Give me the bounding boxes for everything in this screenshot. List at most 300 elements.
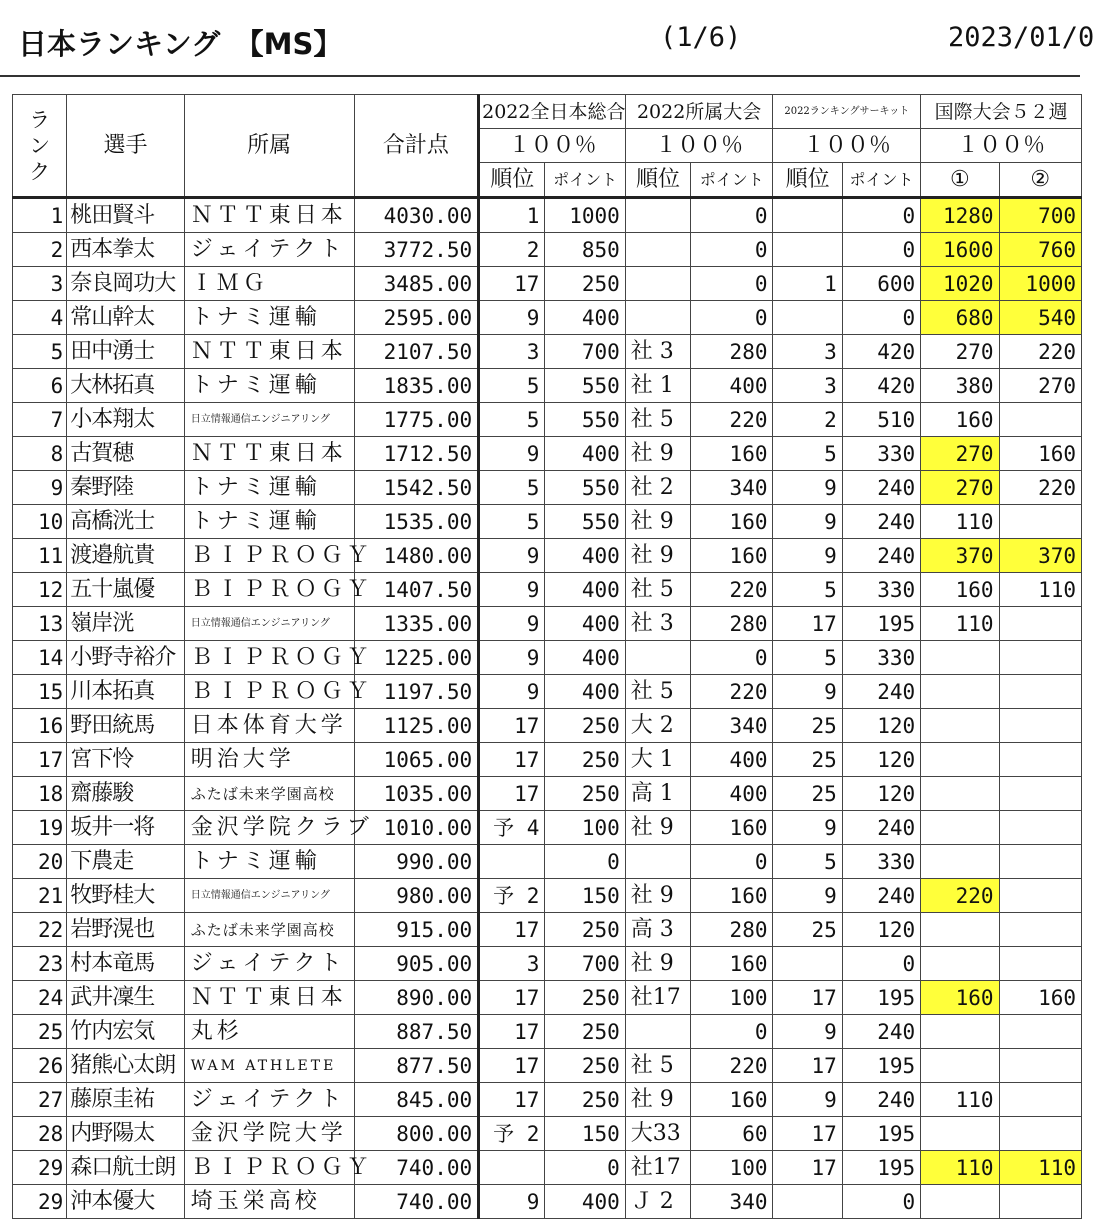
cell-rank: 18 — [13, 777, 67, 811]
header-percent-1: １００％ — [479, 129, 626, 163]
cell-all-japan-order: 9 — [479, 437, 545, 471]
cell-all-japan-points: 250 — [545, 1015, 625, 1049]
cell-international-1: 680 — [921, 301, 999, 335]
cell-circuit-points: 195 — [842, 607, 920, 641]
cell-total-points: 1010.00 — [354, 811, 479, 845]
table-row — [13, 539, 1082, 573]
cell-all-japan-points: 250 — [545, 777, 625, 811]
cell-all-japan-order: 17 — [479, 1049, 545, 1083]
cell-affiliation-event-points: 220 — [691, 675, 773, 709]
cell-rank: 7 — [13, 403, 67, 437]
cell-total-points: 1480.00 — [354, 539, 479, 573]
cell-player-name: 野田統馬 — [67, 709, 185, 743]
cell-all-japan-points: 250 — [545, 709, 625, 743]
cell-circuit-order: 25 — [773, 913, 842, 947]
cell-affiliation-event-points: 280 — [691, 335, 773, 369]
cell-international-1 — [921, 913, 999, 947]
cell-rank: 1 — [13, 198, 67, 233]
cell-international-1: 370 — [921, 539, 999, 573]
cell-circuit-points: 240 — [842, 539, 920, 573]
cell-all-japan-points: 250 — [545, 1049, 625, 1083]
cell-affiliation-event-order: 社 9 — [625, 539, 690, 573]
cell-affiliation-event-order: 大 2 — [625, 709, 690, 743]
cell-affiliation-event-points: 400 — [691, 369, 773, 403]
cell-affiliation: トナミ運輸 — [184, 369, 354, 403]
cell-affiliation: ＮＴＴ東日本 — [184, 198, 354, 233]
cell-total-points: 1065.00 — [354, 743, 479, 777]
cell-all-japan-points: 400 — [545, 641, 625, 675]
cell-affiliation-event-order: 社17 — [625, 981, 690, 1015]
cell-affiliation-event-points: 160 — [691, 505, 773, 539]
cell-rank: 11 — [13, 539, 67, 573]
cell-affiliation: ＮＴＴ東日本 — [184, 335, 354, 369]
cell-circuit-order: 9 — [773, 1015, 842, 1049]
cell-international-1: 160 — [921, 403, 999, 437]
cell-total-points: 877.50 — [354, 1049, 479, 1083]
cell-affiliation-event-points: 340 — [691, 1185, 773, 1219]
cell-rank: 29 — [13, 1185, 67, 1219]
cell-circuit-points: 330 — [842, 573, 920, 607]
cell-rank: 10 — [13, 505, 67, 539]
cell-total-points: 980.00 — [354, 879, 479, 913]
cell-international-2: 220 — [999, 471, 1081, 505]
cell-affiliation: ＢＩＰＲＯＧＹ — [184, 641, 354, 675]
cell-international-1: 160 — [921, 573, 999, 607]
cell-player-name: 秦野陸 — [67, 471, 185, 505]
header-percent-2: １００％ — [625, 129, 773, 163]
cell-all-japan-points: 150 — [545, 1117, 625, 1151]
cell-international-1: 270 — [921, 335, 999, 369]
cell-international-2 — [999, 607, 1081, 641]
cell-international-1: 110 — [921, 1083, 999, 1117]
cell-rank: 9 — [13, 471, 67, 505]
cell-total-points: 1535.00 — [354, 505, 479, 539]
header-points-3: ポイント — [842, 163, 920, 198]
cell-circuit-points: 195 — [842, 1151, 920, 1185]
cell-player-name: 沖本優大 — [67, 1185, 185, 1219]
cell-affiliation-event-order: 社 1 — [625, 369, 690, 403]
cell-affiliation: ふたば未来学園高校 — [184, 777, 354, 811]
cell-affiliation-event-order: 高 1 — [625, 777, 690, 811]
cell-all-japan-order: 17 — [479, 709, 545, 743]
cell-affiliation: 日本体育大学 — [184, 709, 354, 743]
header-player: 選手 — [67, 95, 185, 198]
cell-all-japan-order: 1 — [479, 198, 545, 233]
cell-international-2: 700 — [999, 198, 1081, 233]
cell-total-points: 890.00 — [354, 981, 479, 1015]
cell-rank: 19 — [13, 811, 67, 845]
cell-affiliation-event-order: 社 5 — [625, 403, 690, 437]
header-order-3: 順位 — [773, 163, 842, 198]
header-event-affiliation: 2022所属大会 — [625, 95, 773, 129]
cell-international-2 — [999, 879, 1081, 913]
table-header — [13, 95, 1082, 198]
cell-affiliation: WAM ATHLETE — [184, 1049, 354, 1083]
cell-player-name: 田中湧士 — [67, 335, 185, 369]
header-event-international: 国際大会５２週 — [921, 95, 1082, 129]
cell-circuit-points: 240 — [842, 1083, 920, 1117]
cell-circuit-order: 17 — [773, 1117, 842, 1151]
cell-total-points: 1712.50 — [354, 437, 479, 471]
cell-rank: 21 — [13, 879, 67, 913]
cell-international-2 — [999, 1015, 1081, 1049]
cell-affiliation-event-points: 0 — [691, 233, 773, 267]
cell-player-name: 小野寺裕介 — [67, 641, 185, 675]
cell-all-japan-points: 550 — [545, 471, 625, 505]
cell-rank: 16 — [13, 709, 67, 743]
cell-affiliation: 日立情報通信エンジニアリング — [184, 607, 354, 641]
table-row — [13, 607, 1082, 641]
cell-total-points: 1035.00 — [354, 777, 479, 811]
cell-player-name: 猪熊心太朗 — [67, 1049, 185, 1083]
cell-all-japan-points: 850 — [545, 233, 625, 267]
cell-affiliation: ＩＭＧ — [184, 267, 354, 301]
cell-affiliation: ＮＴＴ東日本 — [184, 437, 354, 471]
cell-affiliation-event-points: 160 — [691, 879, 773, 913]
cell-affiliation-event-order — [625, 233, 690, 267]
cell-international-2: 110 — [999, 573, 1081, 607]
cell-all-japan-points: 250 — [545, 913, 625, 947]
cell-affiliation-event-points: 0 — [691, 198, 773, 233]
cell-affiliation-event-order: 社 5 — [625, 675, 690, 709]
cell-international-1: 270 — [921, 437, 999, 471]
cell-international-1: 220 — [921, 879, 999, 913]
cell-affiliation-event-points: 100 — [691, 1151, 773, 1185]
header-rank — [13, 95, 67, 198]
cell-circuit-points: 195 — [842, 981, 920, 1015]
cell-all-japan-order: 9 — [479, 607, 545, 641]
cell-circuit-points: 330 — [842, 641, 920, 675]
cell-affiliation-event-order — [625, 845, 690, 879]
cell-all-japan-order: 5 — [479, 471, 545, 505]
cell-circuit-order: 17 — [773, 1151, 842, 1185]
cell-total-points: 990.00 — [354, 845, 479, 879]
cell-affiliation: 日立情報通信エンジニアリング — [184, 879, 354, 913]
cell-international-2: 370 — [999, 539, 1081, 573]
cell-all-japan-order: 予 4 — [479, 811, 545, 845]
cell-international-2 — [999, 675, 1081, 709]
cell-rank: 20 — [13, 845, 67, 879]
cell-circuit-points: 330 — [842, 845, 920, 879]
table-row — [13, 198, 1082, 233]
cell-circuit-order: 5 — [773, 573, 842, 607]
cell-circuit-order: 5 — [773, 845, 842, 879]
header-intl-1: ① — [921, 163, 999, 198]
cell-affiliation: トナミ運輸 — [184, 505, 354, 539]
cell-affiliation-event-points: 0 — [691, 1015, 773, 1049]
cell-international-2: 540 — [999, 301, 1081, 335]
cell-circuit-order: 9 — [773, 811, 842, 845]
cell-player-name: 竹内宏気 — [67, 1015, 185, 1049]
cell-international-1: 1600 — [921, 233, 999, 267]
cell-affiliation: トナミ運輸 — [184, 471, 354, 505]
cell-affiliation-event-points: 280 — [691, 913, 773, 947]
cell-affiliation: トナミ運輸 — [184, 301, 354, 335]
cell-circuit-points: 330 — [842, 437, 920, 471]
cell-circuit-order: 9 — [773, 1083, 842, 1117]
cell-affiliation-event-order: Ｊ 2 — [625, 1185, 690, 1219]
cell-international-2: 270 — [999, 369, 1081, 403]
table-row — [13, 267, 1082, 301]
cell-total-points: 3485.00 — [354, 267, 479, 301]
cell-international-2 — [999, 777, 1081, 811]
cell-international-2 — [999, 947, 1081, 981]
cell-international-2: 160 — [999, 981, 1081, 1015]
cell-circuit-points: 0 — [842, 947, 920, 981]
cell-international-1 — [921, 777, 999, 811]
cell-rank: 22 — [13, 913, 67, 947]
cell-international-1 — [921, 641, 999, 675]
cell-total-points: 2595.00 — [354, 301, 479, 335]
header-points-1: ポイント — [545, 163, 625, 198]
cell-affiliation-event-points: 280 — [691, 607, 773, 641]
cell-total-points: 1542.50 — [354, 471, 479, 505]
cell-all-japan-points: 550 — [545, 505, 625, 539]
cell-international-2: 160 — [999, 437, 1081, 471]
cell-all-japan-order: 17 — [479, 913, 545, 947]
header-percent-3: １００％ — [773, 129, 921, 163]
header-divider — [0, 75, 1080, 77]
cell-all-japan-points: 400 — [545, 301, 625, 335]
cell-affiliation-event-order: 大33 — [625, 1117, 690, 1151]
cell-all-japan-order — [479, 1151, 545, 1185]
cell-all-japan-points: 0 — [545, 1151, 625, 1185]
cell-circuit-points: 195 — [842, 1117, 920, 1151]
cell-rank: 5 — [13, 335, 67, 369]
cell-international-1: 1280 — [921, 198, 999, 233]
cell-circuit-points: 240 — [842, 471, 920, 505]
cell-affiliation-event-points: 0 — [691, 267, 773, 301]
cell-all-japan-order: 9 — [479, 539, 545, 573]
cell-total-points: 1335.00 — [354, 607, 479, 641]
cell-affiliation: 金沢学院クラブ — [184, 811, 354, 845]
cell-player-name: 小本翔太 — [67, 403, 185, 437]
cell-total-points: 1407.50 — [354, 573, 479, 607]
header-event-circuit: 2022ランキングサーキット — [773, 95, 921, 129]
table-row — [13, 675, 1082, 709]
cell-circuit-order: 9 — [773, 675, 842, 709]
cell-international-1 — [921, 1185, 999, 1219]
cell-total-points: 887.50 — [354, 1015, 479, 1049]
cell-affiliation: ジェイテクト — [184, 1083, 354, 1117]
cell-circuit-order: 3 — [773, 369, 842, 403]
cell-rank: 17 — [13, 743, 67, 777]
cell-all-japan-order: 3 — [479, 947, 545, 981]
table-row — [13, 1015, 1082, 1049]
cell-all-japan-points: 400 — [545, 607, 625, 641]
cell-affiliation-event-points: 0 — [691, 845, 773, 879]
cell-affiliation-event-order: 社 9 — [625, 437, 690, 471]
cell-all-japan-order: 予 2 — [479, 879, 545, 913]
cell-circuit-order: 9 — [773, 471, 842, 505]
cell-affiliation: ふたば未来学園高校 — [184, 913, 354, 947]
header-total: 合計点 — [354, 95, 479, 198]
cell-player-name: 下農走 — [67, 845, 185, 879]
cell-international-1 — [921, 947, 999, 981]
cell-total-points: 845.00 — [354, 1083, 479, 1117]
cell-circuit-order — [773, 947, 842, 981]
cell-affiliation-event-points: 60 — [691, 1117, 773, 1151]
cell-rank: 3 — [13, 267, 67, 301]
cell-all-japan-order: 9 — [479, 1185, 545, 1219]
cell-affiliation-event-order: 社 3 — [625, 335, 690, 369]
cell-all-japan-points: 400 — [545, 573, 625, 607]
cell-all-japan-order — [479, 845, 545, 879]
cell-rank: 13 — [13, 607, 67, 641]
cell-affiliation-event-order: 社 5 — [625, 1049, 690, 1083]
cell-international-1: 270 — [921, 471, 999, 505]
cell-player-name: 嶺岸洸 — [67, 607, 185, 641]
cell-circuit-order: 25 — [773, 709, 842, 743]
cell-rank: 29 — [13, 1151, 67, 1185]
cell-all-japan-order: 17 — [479, 1083, 545, 1117]
cell-all-japan-order: 17 — [479, 267, 545, 301]
cell-all-japan-order: 9 — [479, 573, 545, 607]
cell-total-points: 1125.00 — [354, 709, 479, 743]
cell-international-1 — [921, 743, 999, 777]
cell-player-name: 奈良岡功大 — [67, 267, 185, 301]
cell-affiliation: ＢＩＰＲＯＧＹ — [184, 1151, 354, 1185]
cell-all-japan-points: 100 — [545, 811, 625, 845]
table-row — [13, 879, 1082, 913]
cell-affiliation-event-order: 社17 — [625, 1151, 690, 1185]
cell-player-name: 西本拳太 — [67, 233, 185, 267]
cell-player-name: 岩野滉也 — [67, 913, 185, 947]
cell-all-japan-order: 17 — [479, 1015, 545, 1049]
cell-international-2: 110 — [999, 1151, 1081, 1185]
cell-affiliation-event-order — [625, 641, 690, 675]
cell-circuit-points: 120 — [842, 913, 920, 947]
cell-affiliation: 金沢学院大学 — [184, 1117, 354, 1151]
cell-international-2 — [999, 1117, 1081, 1151]
table-row — [13, 403, 1082, 437]
cell-affiliation-event-points: 400 — [691, 743, 773, 777]
cell-player-name: 宮下怜 — [67, 743, 185, 777]
cell-circuit-order: 17 — [773, 607, 842, 641]
header-rank-label: ランク — [29, 107, 51, 184]
table-row — [13, 743, 1082, 777]
cell-affiliation-event-order: 大 1 — [625, 743, 690, 777]
cell-affiliation-event-order — [625, 267, 690, 301]
cell-all-japan-order: 5 — [479, 403, 545, 437]
cell-all-japan-order: 17 — [479, 981, 545, 1015]
cell-affiliation-event-order: 社 3 — [625, 607, 690, 641]
cell-total-points: 4030.00 — [354, 198, 479, 233]
cell-circuit-points: 120 — [842, 743, 920, 777]
cell-international-2: 760 — [999, 233, 1081, 267]
cell-circuit-points: 510 — [842, 403, 920, 437]
header-event-all-japan: 2022全日本総合 — [479, 95, 626, 129]
cell-affiliation-event-order — [625, 1015, 690, 1049]
cell-circuit-points: 240 — [842, 675, 920, 709]
table-row — [13, 811, 1082, 845]
cell-all-japan-points: 0 — [545, 845, 625, 879]
cell-affiliation-event-order: 社 9 — [625, 811, 690, 845]
cell-all-japan-points: 1000 — [545, 198, 625, 233]
cell-circuit-order — [773, 1185, 842, 1219]
cell-affiliation-event-points: 160 — [691, 539, 773, 573]
cell-international-2: 220 — [999, 335, 1081, 369]
cell-affiliation: ＢＩＰＲＯＧＹ — [184, 539, 354, 573]
cell-international-1 — [921, 709, 999, 743]
cell-all-japan-points: 250 — [545, 1083, 625, 1117]
cell-all-japan-points: 150 — [545, 879, 625, 913]
table-row — [13, 471, 1082, 505]
table-row — [13, 913, 1082, 947]
table-row — [13, 437, 1082, 471]
cell-player-name: 坂井一将 — [67, 811, 185, 845]
cell-rank: 27 — [13, 1083, 67, 1117]
cell-all-japan-points: 700 — [545, 947, 625, 981]
cell-circuit-points: 120 — [842, 709, 920, 743]
cell-all-japan-order: 2 — [479, 233, 545, 267]
cell-rank: 12 — [13, 573, 67, 607]
cell-international-2 — [999, 913, 1081, 947]
cell-circuit-order: 17 — [773, 981, 842, 1015]
cell-rank: 6 — [13, 369, 67, 403]
cell-circuit-points: 240 — [842, 811, 920, 845]
cell-affiliation: トナミ運輸 — [184, 845, 354, 879]
cell-international-1 — [921, 811, 999, 845]
cell-circuit-order: 3 — [773, 335, 842, 369]
table-row — [13, 1083, 1082, 1117]
cell-international-1: 160 — [921, 981, 999, 1015]
cell-player-name: 川本拓真 — [67, 675, 185, 709]
cell-rank: 23 — [13, 947, 67, 981]
table-row — [13, 233, 1082, 267]
cell-circuit-order: 2 — [773, 403, 842, 437]
table-row — [13, 505, 1082, 539]
cell-affiliation: 丸杉 — [184, 1015, 354, 1049]
cell-affiliation-event-order — [625, 301, 690, 335]
cell-affiliation-event-order: 社 9 — [625, 1083, 690, 1117]
cell-player-name: 古賀穂 — [67, 437, 185, 471]
cell-all-japan-points: 550 — [545, 403, 625, 437]
cell-international-1: 110 — [921, 1151, 999, 1185]
table-row — [13, 845, 1082, 879]
cell-rank: 26 — [13, 1049, 67, 1083]
cell-player-name: 森口航士朗 — [67, 1151, 185, 1185]
cell-affiliation: ＢＩＰＲＯＧＹ — [184, 573, 354, 607]
ranking-table — [12, 94, 1082, 1219]
table-row — [13, 573, 1082, 607]
cell-affiliation-event-points: 340 — [691, 709, 773, 743]
cell-affiliation-event-points: 0 — [691, 301, 773, 335]
cell-circuit-order: 9 — [773, 539, 842, 573]
cell-player-name: 渡邉航貴 — [67, 539, 185, 573]
cell-international-1: 110 — [921, 505, 999, 539]
cell-all-japan-points: 550 — [545, 369, 625, 403]
cell-international-1: 1020 — [921, 267, 999, 301]
cell-all-japan-order: 3 — [479, 335, 545, 369]
cell-circuit-order: 25 — [773, 743, 842, 777]
cell-all-japan-order: 9 — [479, 675, 545, 709]
cell-affiliation-event-points: 100 — [691, 981, 773, 1015]
cell-rank: 15 — [13, 675, 67, 709]
cell-rank: 8 — [13, 437, 67, 471]
cell-affiliation: ジェイテクト — [184, 233, 354, 267]
cell-circuit-points: 420 — [842, 369, 920, 403]
cell-all-japan-order: 9 — [479, 301, 545, 335]
cell-affiliation-event-order: 社 9 — [625, 879, 690, 913]
table-row — [13, 1185, 1082, 1219]
cell-affiliation: 埼玉栄高校 — [184, 1185, 354, 1219]
cell-affiliation-event-order: 高 3 — [625, 913, 690, 947]
cell-all-japan-points: 400 — [545, 675, 625, 709]
table-row — [13, 369, 1082, 403]
cell-international-2 — [999, 1049, 1081, 1083]
cell-player-name: 桃田賢斗 — [67, 198, 185, 233]
